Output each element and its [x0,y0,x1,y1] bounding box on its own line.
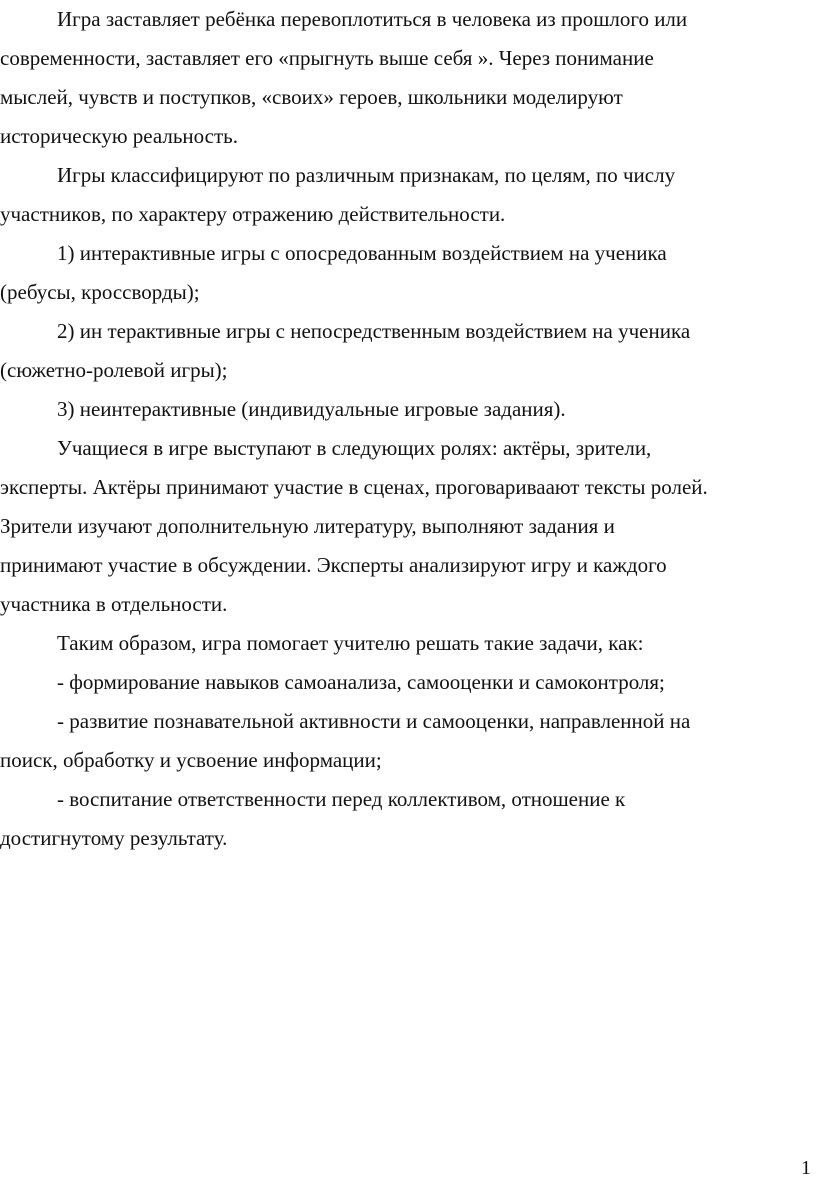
text-line: 1) интерактивные игры с опосредованным воздействием на ученика [57,241,667,265]
text-line: участников, по характеру отражению действительности. [0,202,506,226]
page-number: 1 [801,1157,811,1179]
text-line: мыслей, чувств и поступков, «своих» героев, школьники моделируют [0,85,623,109]
text-line: Таким образом, игра помогает учителю решать такие задачи, как: [57,631,644,655]
text-line: 3) неинтерактивные (индивидуальные игровые задания). [57,397,566,421]
text-line: историческую реальность. [0,124,238,148]
text-line: 2) ин терактивные игры с непосредственным воздействием на ученика [57,319,691,343]
text-line: поиск, обработку и усвоение информации; [0,748,382,772]
text-line: современности, заставляет его «прыгнуть выше себя ». Через понимание [0,46,654,70]
text-line: - формирование навыков самоанализа, самооценки и самоконтроля; [57,670,665,694]
text-line: эксперты. Актёры принимают участие в сценах, проговариваают тексты ролей. [0,475,708,499]
text-line: Игра заставляет ребёнка перевоплотиться в человека из прошлого или [57,7,688,31]
text-line: принимают участие в обсуждении. Эксперты анализируют игру и каждого [0,553,667,577]
text-line: Игры классифицируют по различным признакам, по целям, по числу [57,163,676,187]
text-line: (сюжетно-ролевой игры); [0,358,228,382]
text-line: участника в отдельности. [0,592,228,616]
text-line: (ребусы, кроссворды); [0,280,200,304]
text-line: Учащиеся в игре выступают в следующих ролях: актёры, зрители, [57,436,652,460]
text-line: - развитие познавательной активности и самооценки, направленной на [57,709,691,733]
text-line: Зрители изучают дополнительную литературу, выполняют задания и [0,514,615,538]
text-line: - воспитание ответственности перед коллективом, отношение к [57,787,626,811]
text-line: достигнутому результату. [0,826,228,850]
